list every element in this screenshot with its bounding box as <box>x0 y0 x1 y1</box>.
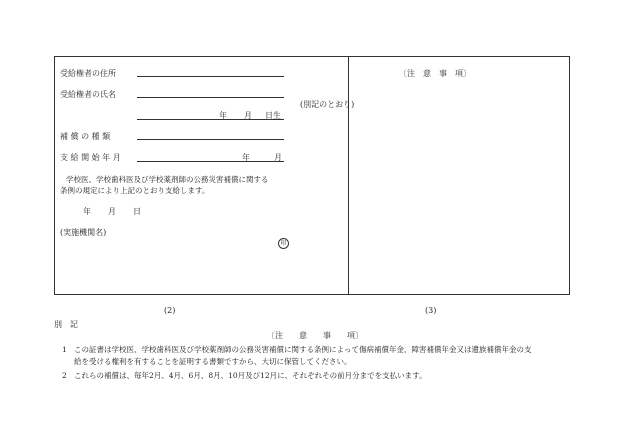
name-label: 受給権者の氏名 <box>60 90 116 99</box>
notes-heading: 〔注 意 事 項〕 <box>399 69 471 78</box>
payment-start-blank <box>137 161 284 162</box>
compensation-type-blank <box>137 139 284 140</box>
issue-day-label: 日 <box>133 207 141 216</box>
agency-name-label: (実施機関名) <box>60 228 107 237</box>
birth-year-label: 年 <box>219 111 227 120</box>
page-number-left: (2) <box>164 306 176 315</box>
page-number-right: (3) <box>425 306 437 315</box>
notes-reference: (別記のとおり) <box>300 100 355 109</box>
appendix-title: 別 記 <box>54 320 78 329</box>
issue-month-label: 月 <box>108 207 116 216</box>
appendix-heading: 〔注 意 事 項〕 <box>267 331 363 340</box>
address-label: 受給権者の住所 <box>60 69 116 78</box>
address-blank <box>137 76 284 77</box>
birthdate-blank <box>137 119 284 120</box>
name-blank <box>137 97 284 98</box>
appendix-item1-line2: 給を受ける権利を有することを証明する書類ですから、大切に保管してください。 <box>74 357 352 366</box>
start-year-label: 年 <box>242 153 250 162</box>
birth-day-label: 日生 <box>265 111 281 120</box>
birth-month-label: 月 <box>244 111 252 120</box>
appendix-item2-number: 2 <box>62 371 67 380</box>
certification-text-line2: 条例の規定により上記のとおり支給します。 <box>60 186 210 195</box>
start-month-label: 月 <box>274 153 282 162</box>
seal-mark: 印 <box>278 238 289 249</box>
compensation-type-label: 補 償 の 種 類 <box>60 132 111 141</box>
certification-text-line1: 学校医、学校歯科医及び学校薬剤師の公務災害補償に関する <box>66 175 269 184</box>
issue-year-label: 年 <box>83 207 91 216</box>
appendix-item1-line1: この証書は学校医、学校歯科医及び学校薬剤師の公務災害補償に関する条例によって傷病補償年金、障害補償年金又は遺族補償年金の支 <box>74 345 532 354</box>
center-divider <box>348 57 349 294</box>
appendix-item1-number: 1 <box>62 345 67 354</box>
appendix-item2-text: これらの補償は、毎年2月、4月、6月、8月、10月及び12月に、それぞれその前月分までを支払います。 <box>74 371 427 380</box>
payment-start-label: 支 給 開 始 年 月 <box>60 153 121 162</box>
